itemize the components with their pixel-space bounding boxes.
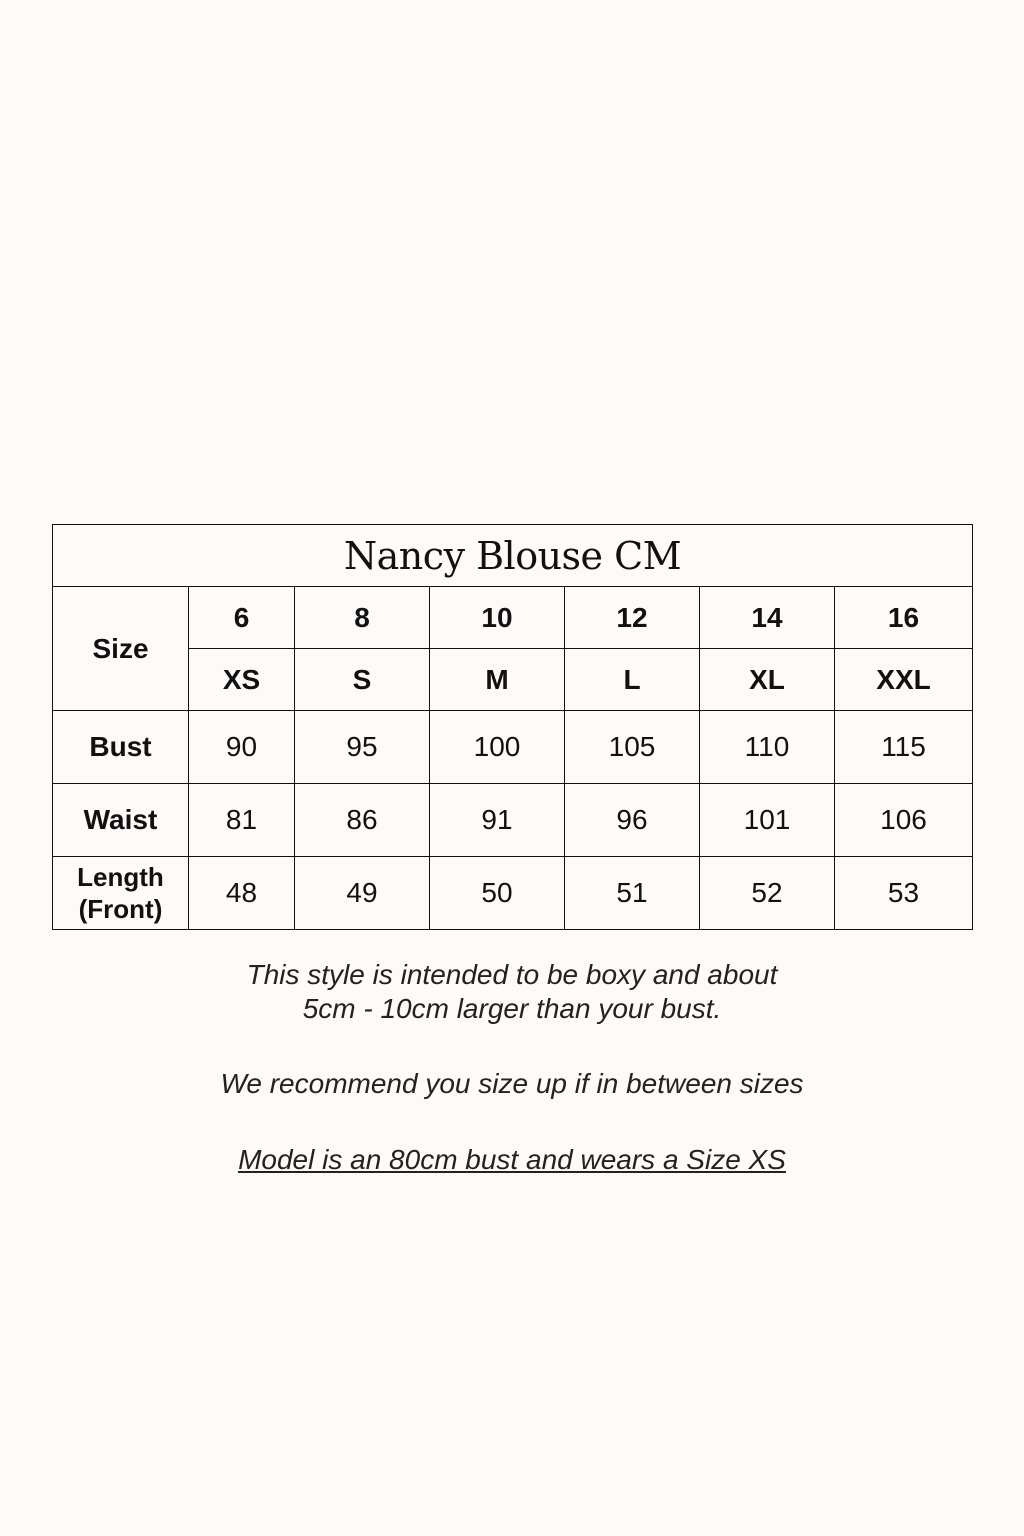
length-value: 53 xyxy=(835,857,973,930)
size-letter-cell: XL xyxy=(700,649,835,711)
size-letter-cell: L xyxy=(565,649,700,711)
waist-value: 101 xyxy=(700,784,835,857)
waist-value: 81 xyxy=(189,784,295,857)
bust-value: 110 xyxy=(700,711,835,784)
size-letter-cell: M xyxy=(430,649,565,711)
size-numeric-cell: 16 xyxy=(835,587,973,649)
length-value: 48 xyxy=(189,857,295,930)
size-letter-cell: XS xyxy=(189,649,295,711)
row-label-length xyxy=(53,857,189,930)
fit-note-line1: This style is intended to be boxy and about xyxy=(246,959,778,990)
table-row-length xyxy=(53,857,973,930)
table-row-waist xyxy=(53,784,973,857)
chart-title: Nancy Blouse CM xyxy=(53,525,973,587)
bust-value: 90 xyxy=(189,711,295,784)
waist-value: 86 xyxy=(295,784,430,857)
size-letter-cell: S xyxy=(295,649,430,711)
length-value: 52 xyxy=(700,857,835,930)
size-row-label: Size xyxy=(53,587,189,711)
length-value: 49 xyxy=(295,857,430,930)
size-numeric-cell: 6 xyxy=(189,587,295,649)
size-numeric-cell: 14 xyxy=(700,587,835,649)
bust-value: 115 xyxy=(835,711,973,784)
length-value: 51 xyxy=(565,857,700,930)
table-row-bust xyxy=(53,711,973,784)
waist-value: 106 xyxy=(835,784,973,857)
bust-value: 95 xyxy=(295,711,430,784)
size-chart-table xyxy=(52,524,973,930)
fit-note xyxy=(0,958,1024,1026)
model-note: Model is an 80cm bust and wears a Size XS xyxy=(238,1144,786,1175)
row-label-bust: Bust xyxy=(53,711,189,784)
row-label-length-line2: (Front) xyxy=(78,894,163,924)
length-value: 50 xyxy=(430,857,565,930)
size-letter-cell: XXL xyxy=(835,649,973,711)
size-numeric-cell: 8 xyxy=(295,587,430,649)
size-numeric-cell: 10 xyxy=(430,587,565,649)
waist-value: 91 xyxy=(430,784,565,857)
waist-value: 96 xyxy=(565,784,700,857)
size-numeric-cell: 12 xyxy=(565,587,700,649)
bust-value: 100 xyxy=(430,711,565,784)
fit-note-line2: 5cm - 10cm larger than your bust. xyxy=(302,993,722,1024)
row-label-waist: Waist xyxy=(53,784,189,857)
bust-value: 105 xyxy=(565,711,700,784)
row-label-length-line1: Length xyxy=(77,862,164,892)
recommend-note: We recommend you size up if in between sizes xyxy=(220,1068,804,1099)
